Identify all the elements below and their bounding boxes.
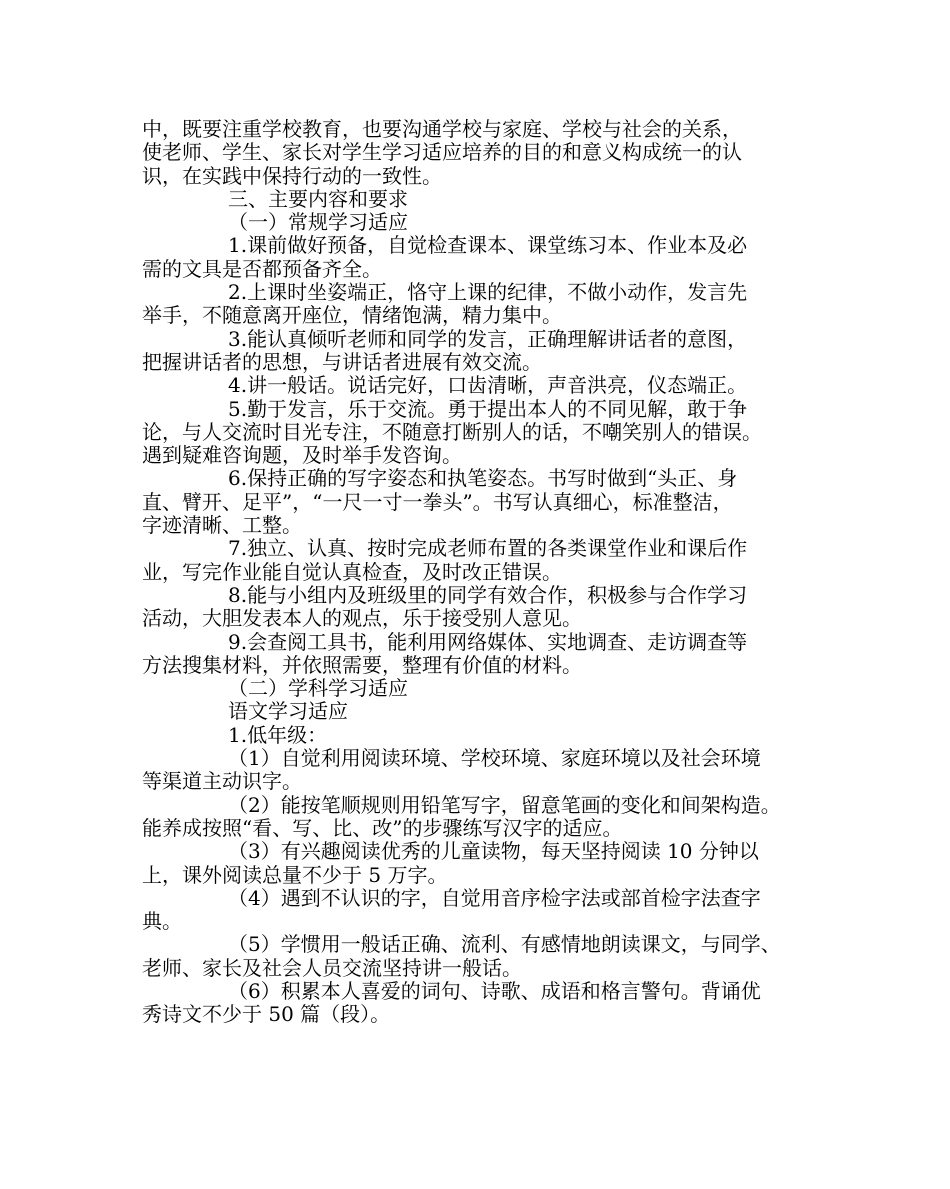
list-item: 2.上课时坐姿端正，恪守上课的纪律，不做小动作，发言先 — [228, 280, 748, 305]
text-line: 遇到疑难咨询题，及时举手发咨询。 — [142, 443, 462, 468]
document-body — [142, 118, 822, 1027]
text-line: 直、臂开、足平”，“一尺一寸一拳头”。书写认真细心，标准整洁， — [142, 489, 733, 514]
text-line: 需的文具是否都预备齐全。 — [142, 256, 382, 281]
list-item: 3.能认真倾听老师和同学的发言，正确理解讲话者的意图， — [228, 326, 748, 351]
text-line: 方法搜集材料，并依照需要，整理有价值的材料。 — [142, 652, 582, 677]
list-item: （4）遇到不认识的字，自觉用音序检字法或部首检字法查字 — [228, 885, 761, 910]
text-line: 活动，大胆发表本人的观点，乐于接受别人意见。 — [142, 606, 582, 631]
text-line: 论，与人交流时目光专注，不随意打断别人的话，不嘲笑别人的错误。 — [142, 419, 762, 444]
text-line: 业，写完作业能自觉认真检查，及时改正错误。 — [142, 559, 562, 584]
subsection-heading: （二）学科学习适应 — [228, 676, 408, 701]
subsection-heading: （一）常规学习适应 — [228, 210, 408, 235]
section-heading: 三、主要内容和要求 — [228, 186, 408, 211]
list-item: （5）学惯用一般话正确、流利、有感情地朗读课文，与同学、 — [228, 932, 781, 957]
subsection-heading: 语文学习适应 — [228, 699, 348, 724]
text-line: 典。 — [142, 909, 182, 934]
text-line: 使老师、学生、家长对学生学习适应培养的目的和意义构成统一的认 — [142, 140, 742, 165]
list-item: 1.课前做好预备，自觉检查课本、课堂练习本、作业本及必 — [228, 233, 748, 258]
text-line: 等渠道主动识字。 — [142, 769, 302, 794]
list-item: （1）自觉利用阅读环境、学校环境、家庭环境以及社会环境 — [228, 746, 761, 771]
list-item: 7.独立、认真、按时完成老师布置的各类课堂作业和课后作 — [228, 536, 748, 561]
text-line: 上，课外阅读总量不少于 5 万字。 — [142, 862, 448, 887]
list-item: （3）有兴趣阅读优秀的儿童读物，每天坚持阅读 10 分钟以 — [228, 839, 759, 864]
text-line: 字迹清晰、工整。 — [142, 513, 302, 538]
text-line: 能养成按照“看、写、比、改”的步骤练写汉字的适应。 — [142, 815, 623, 840]
text-line: 把握讲话者的思想，与讲话者进展有效交流。 — [142, 349, 542, 374]
list-item: 9.会查阅工具书，能利用网络媒体、实地调查、走访调查等 — [228, 629, 748, 654]
list-item: 5.勤于发言，乐于交流。勇于提出本人的不同见解，敢于争 — [228, 396, 748, 421]
list-item: 8.能与小组内及班级里的同学有效合作，积极参与合作学习 — [228, 582, 748, 607]
text-line: 中，既要注重学校教育，也要沟通学校与家庭、学校与社会的关系， — [142, 117, 742, 141]
text-line: 老师、家长及社会人员交流坚持讲一般话。 — [142, 955, 522, 980]
text-line: 识，在实践中保持行动的一致性。 — [142, 163, 442, 188]
list-item: 1.低年级： — [228, 722, 328, 747]
list-item: （6）积累本人喜爱的词句、诗歌、成语和格言警句。背诵优 — [228, 978, 761, 1003]
list-item: 4.讲一般话。说话完好，口齿清晰，声音洪亮，仪态端正。 — [228, 373, 748, 398]
text-line: 秀诗文不少于 50 篇（段）。 — [142, 1002, 391, 1027]
list-item: 6.保持正确的写字姿态和执笔姿态。书写时做到“头正、身 — [228, 466, 738, 491]
list-item: （2）能按笔顺规则用铅笔写字，留意笔画的变化和间架构造。 — [228, 792, 781, 817]
text-line: 举手，不随意离开座位，情绪饱满，精力集中。 — [142, 303, 562, 328]
